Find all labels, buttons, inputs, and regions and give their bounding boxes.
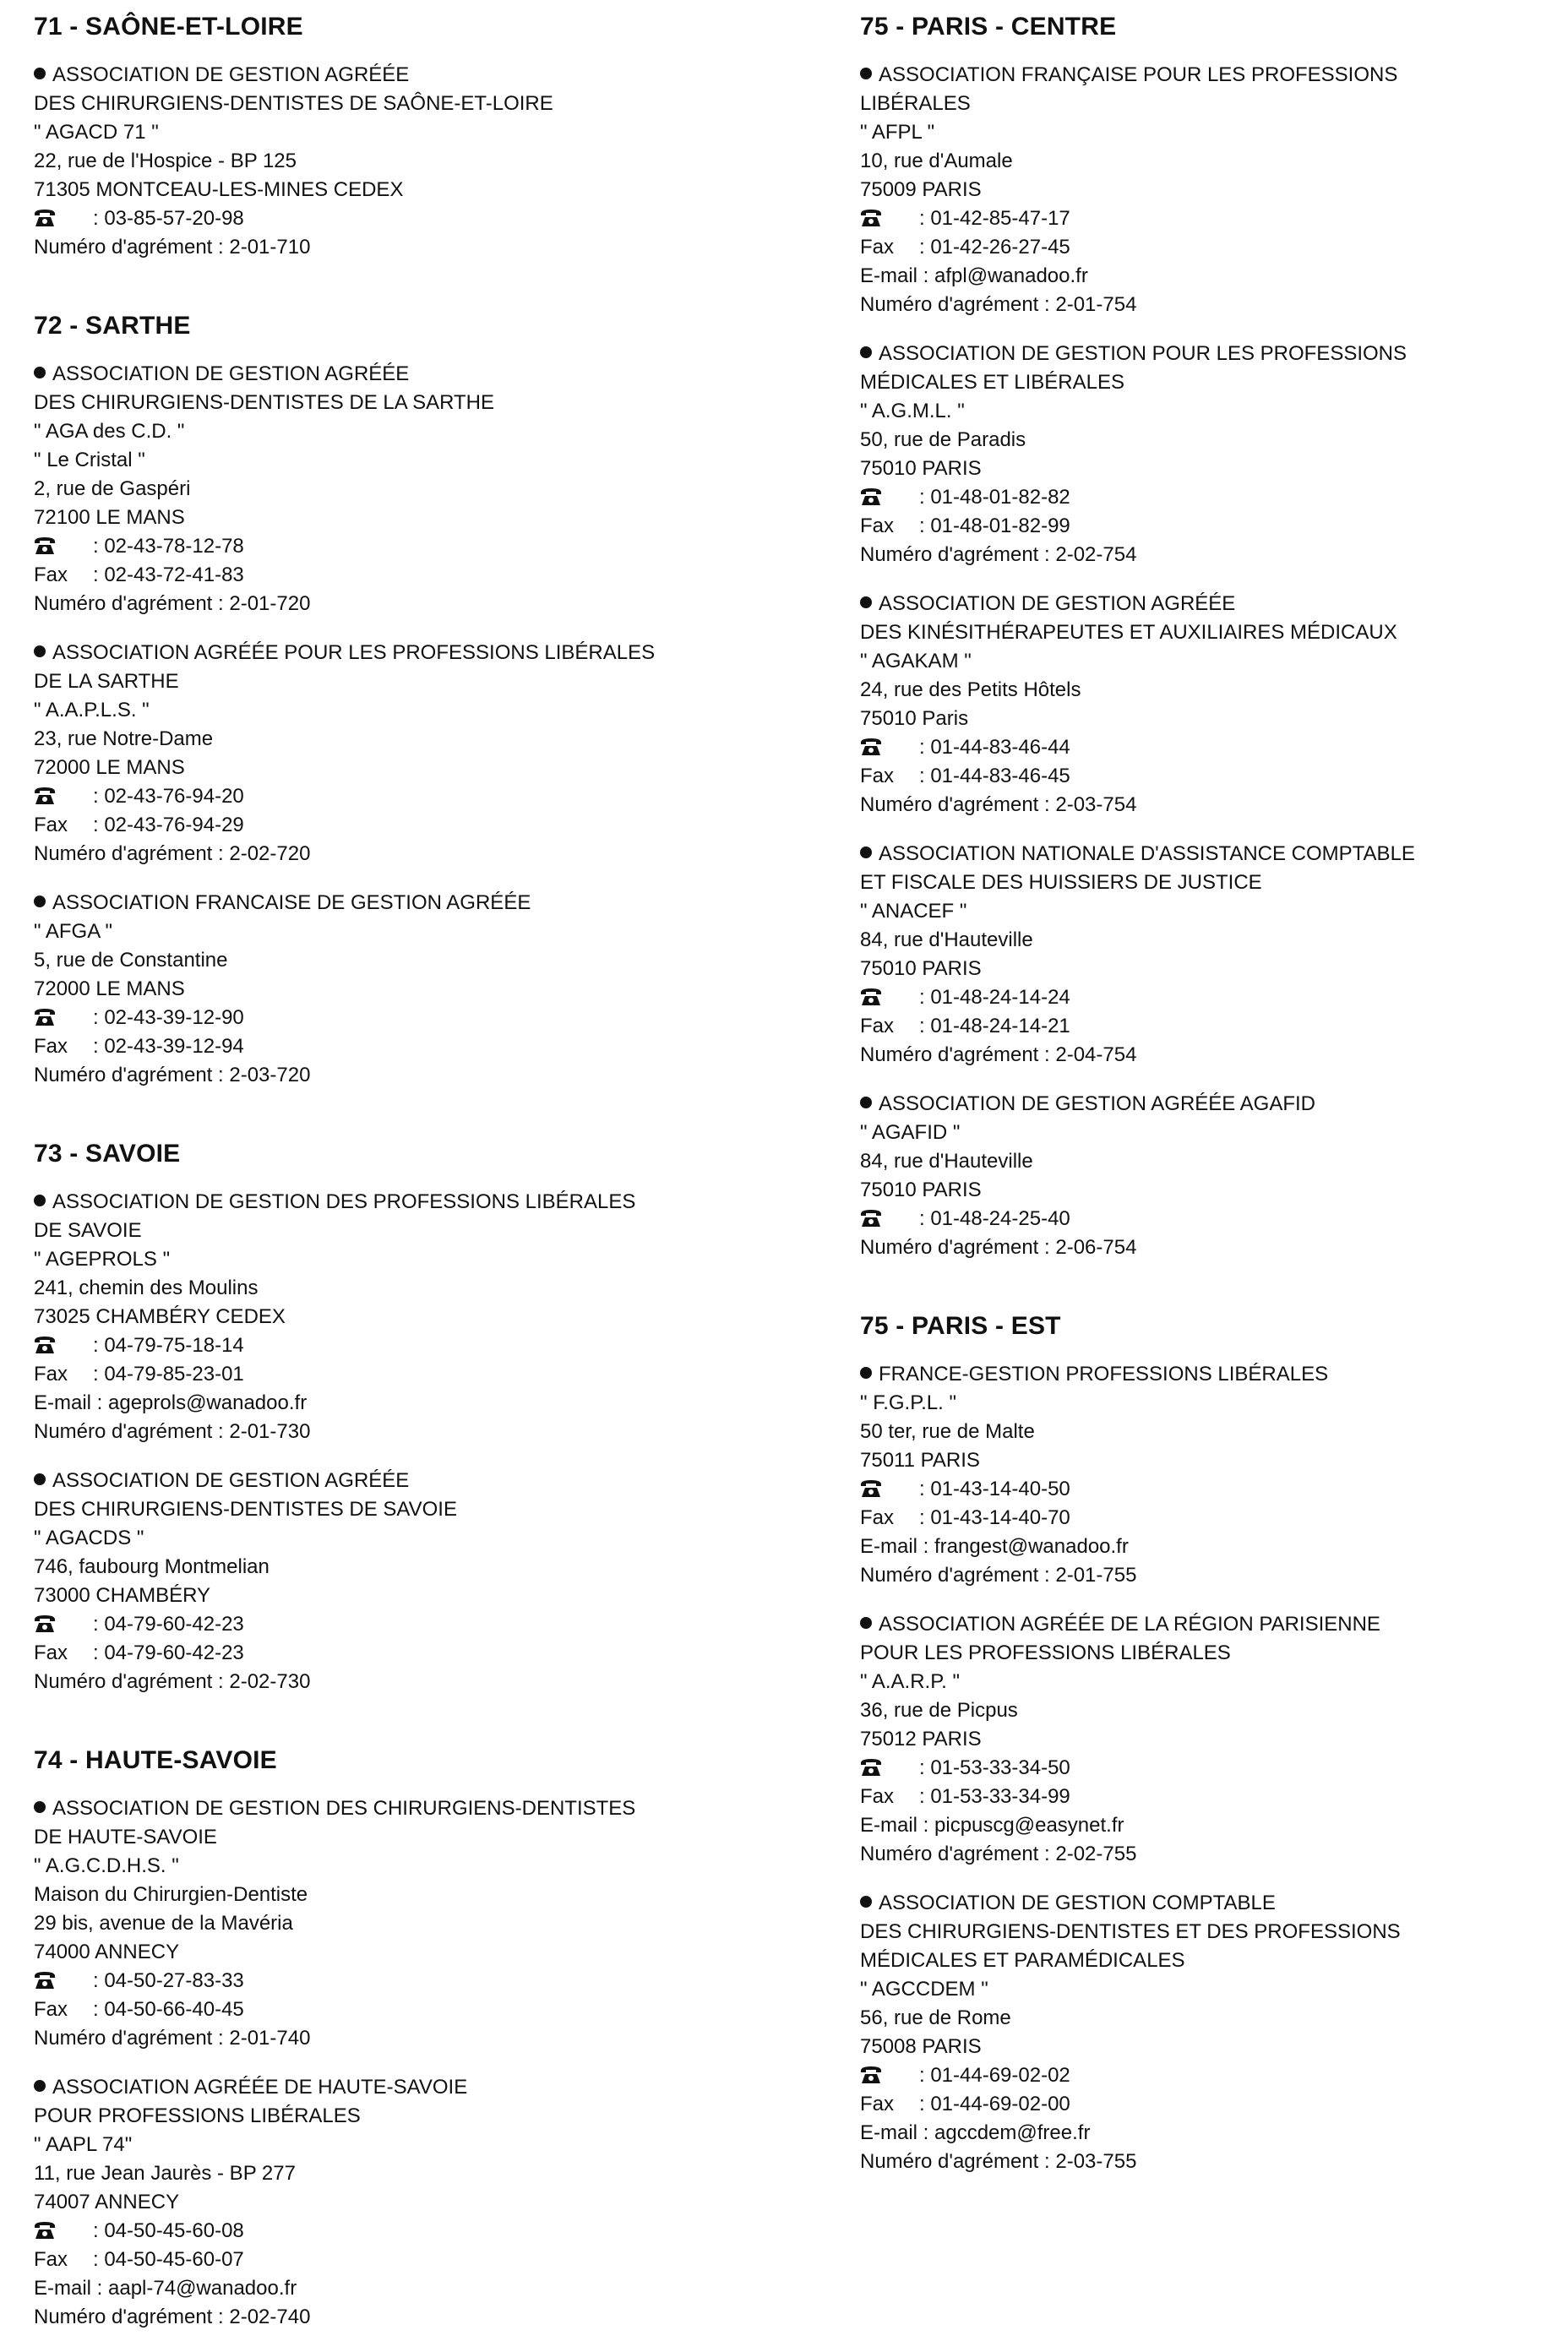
fax-label: Fax bbox=[34, 1998, 68, 2021]
association-name-text: DES CHIRURGIENS-DENTISTES DE LA SARTHE bbox=[34, 391, 494, 414]
bullet-icon bbox=[860, 1896, 872, 1908]
address-line: 746, faubourg Montmelian bbox=[34, 1555, 270, 1578]
address-line: 73000 CHAMBÉRY bbox=[34, 1584, 210, 1607]
phone-number: : 01-44-83-46-44 bbox=[919, 736, 1070, 759]
agrement-number: Numéro d'agrément : 2-01-755 bbox=[860, 1564, 1137, 1587]
fax-label: Fax bbox=[34, 1363, 68, 1386]
association-name-line bbox=[34, 2102, 794, 2131]
address-line: 71305 MONTCEAU-LES-MINES CEDEX bbox=[34, 178, 404, 201]
fax-row bbox=[860, 1783, 1561, 1811]
phone-row bbox=[860, 1754, 1561, 1783]
fax-label: Fax bbox=[860, 1506, 895, 1529]
phone-number: : 02-43-78-12-78 bbox=[93, 535, 244, 558]
agrement-number: Numéro d'agrément : 2-04-754 bbox=[860, 1043, 1137, 1066]
bullet-icon bbox=[860, 1617, 872, 1629]
fax-label: Fax bbox=[34, 1642, 68, 1664]
section-heading: 71 - SAÔNE-ET-LOIRE bbox=[34, 13, 303, 41]
bullet-icon bbox=[34, 1195, 46, 1206]
address-line: 22, rue de l'Hospice - BP 125 bbox=[34, 150, 297, 172]
address-line: Maison du Chirurgien-Dentiste bbox=[34, 1883, 308, 1906]
association-name-text: ASSOCIATION DE GESTION POUR LES PROFESSIONS bbox=[879, 342, 1407, 365]
address-line: " Le Cristal " bbox=[34, 449, 145, 471]
association-entry bbox=[860, 1889, 1561, 2176]
association-name-line bbox=[34, 1794, 794, 1823]
phone-number: : 01-42-85-47-17 bbox=[919, 207, 1070, 230]
address-line: 56, rue de Rome bbox=[860, 2006, 1011, 2029]
association-name-text: ASSOCIATION DE GESTION AGRÉÉE bbox=[52, 362, 410, 385]
fax-row bbox=[860, 512, 1561, 541]
phone-number: : 01-48-24-14-24 bbox=[919, 986, 1070, 1009]
phone-row bbox=[860, 1205, 1561, 1233]
acronym: " AGAKAM " bbox=[860, 650, 972, 672]
left-column bbox=[34, 12, 794, 2352]
association-name-text: ASSOCIATION DE GESTION AGRÉÉE AGAFID bbox=[879, 1092, 1315, 1115]
fax-number: : 01-44-69-02-00 bbox=[919, 2093, 1070, 2115]
phone-number: : 02-43-39-12-90 bbox=[93, 1006, 244, 1029]
fax-label: Fax bbox=[34, 2248, 68, 2271]
association-name-line bbox=[34, 667, 794, 696]
association-name-text: ASSOCIATION DE GESTION DES CHIRURGIENS-DENTISTES bbox=[52, 1797, 636, 1820]
acronym: " AGACD 71 " bbox=[34, 121, 159, 144]
address-line: 11, rue Jean Jaurès - BP 277 bbox=[34, 2162, 296, 2185]
acronym: " A.A.R.P. " bbox=[860, 1670, 960, 1693]
bullet-icon bbox=[34, 68, 46, 79]
section-heading: 72 - SARTHE bbox=[34, 312, 191, 340]
bullet-icon bbox=[34, 896, 46, 907]
fax-label: Fax bbox=[860, 1015, 895, 1037]
association-name-text: ASSOCIATION AGRÉÉE POUR LES PROFESSIONS LIBÉRALES bbox=[52, 641, 656, 664]
telephone-icon bbox=[860, 1758, 882, 1777]
fax-row bbox=[860, 2090, 1561, 2119]
fax-row bbox=[34, 811, 794, 840]
agrement-number: Numéro d'agrément : 2-01-754 bbox=[860, 293, 1137, 316]
bullet-icon bbox=[860, 68, 872, 79]
association-name-text: POUR PROFESSIONS LIBÉRALES bbox=[34, 2104, 361, 2127]
association-name-text: ASSOCIATION AGRÉÉE DE HAUTE-SAVOIE bbox=[52, 2076, 468, 2099]
phone-row bbox=[34, 532, 794, 561]
address-line: 75010 PARIS bbox=[860, 457, 982, 480]
acronym: " AAPL 74" bbox=[34, 2133, 133, 2156]
phone-number: : 04-79-60-42-23 bbox=[93, 1613, 244, 1636]
association-name-text: ASSOCIATION DE GESTION AGRÉÉE bbox=[52, 63, 410, 86]
phone-row bbox=[860, 483, 1561, 512]
association-name-line bbox=[860, 590, 1561, 618]
agrement-number: Numéro d'agrément : 2-01-740 bbox=[34, 2027, 311, 2050]
fax-row bbox=[860, 1504, 1561, 1533]
fax-label: Fax bbox=[860, 514, 895, 537]
association-entry bbox=[860, 61, 1561, 319]
acronym: " AGACDS " bbox=[34, 1527, 144, 1549]
address-line: 75010 Paris bbox=[860, 707, 969, 730]
agrement-number: Numéro d'agrément : 2-06-754 bbox=[860, 1236, 1137, 1259]
phone-number: : 02-43-76-94-20 bbox=[93, 785, 244, 808]
association-name-line bbox=[860, 1610, 1561, 1639]
telephone-icon bbox=[34, 787, 56, 805]
association-name-line bbox=[34, 1495, 794, 1524]
acronym: " AFGA " bbox=[34, 920, 113, 943]
association-entry bbox=[34, 360, 794, 618]
agrement-number: Numéro d'agrément : 2-01-720 bbox=[34, 592, 311, 615]
fax-number: : 01-48-01-82-99 bbox=[919, 514, 1070, 537]
association-entry bbox=[34, 2073, 794, 2332]
fax-label: Fax bbox=[34, 564, 68, 586]
agrement-number: Numéro d'agrément : 2-02-740 bbox=[34, 2306, 311, 2328]
section-heading: 75 - PARIS - EST bbox=[860, 1312, 1061, 1340]
association-name-line bbox=[34, 1188, 794, 1217]
section-heading: 75 - PARIS - CENTRE bbox=[860, 13, 1117, 41]
email-line: E-mail : afpl@wanadoo.fr bbox=[860, 264, 1088, 287]
bullet-icon bbox=[34, 367, 46, 378]
association-entry bbox=[34, 1188, 794, 1446]
association-name-text: ASSOCIATION FRANÇAISE POUR LES PROFESSIONS bbox=[879, 63, 1398, 86]
association-entry bbox=[860, 1360, 1561, 1590]
telephone-icon bbox=[860, 1479, 882, 1498]
bullet-icon bbox=[34, 645, 46, 657]
telephone-icon bbox=[34, 1971, 56, 1990]
telephone-icon bbox=[860, 738, 882, 756]
fax-label: Fax bbox=[860, 2093, 895, 2115]
phone-row bbox=[34, 1610, 794, 1639]
association-name-line bbox=[860, 1946, 1561, 1975]
association-name-text: ASSOCIATION DE GESTION AGRÉÉE bbox=[879, 592, 1236, 615]
address-line: 72100 LE MANS bbox=[34, 506, 185, 529]
fax-number: : 01-42-26-27-45 bbox=[919, 236, 1070, 259]
association-entry bbox=[860, 1090, 1561, 1262]
association-name-line bbox=[860, 868, 1561, 897]
association-name-text: MÉDICALES ET PARAMÉDICALES bbox=[860, 1949, 1185, 1972]
fax-number: : 01-48-24-14-21 bbox=[919, 1015, 1070, 1037]
association-name-line bbox=[34, 1467, 794, 1495]
association-name-text: ASSOCIATION DE GESTION COMPTABLE bbox=[879, 1892, 1276, 1914]
association-name-text: ASSOCIATION DE GESTION DES PROFESSIONS LIBÉRALES bbox=[52, 1190, 636, 1213]
association-name-line bbox=[34, 1823, 794, 1852]
bullet-icon bbox=[34, 1473, 46, 1485]
email-line: E-mail : aapl-74@wanadoo.fr bbox=[34, 2277, 297, 2300]
association-name-line bbox=[34, 360, 794, 389]
acronym: " F.G.P.L. " bbox=[860, 1391, 956, 1414]
fax-number: : 02-43-39-12-94 bbox=[93, 1035, 244, 1058]
telephone-icon bbox=[860, 487, 882, 506]
fax-row bbox=[860, 762, 1561, 791]
fax-number: : 04-79-85-23-01 bbox=[93, 1363, 244, 1386]
acronym: " A.A.P.L.S. " bbox=[34, 699, 150, 721]
agrement-number: Numéro d'agrément : 2-01-710 bbox=[34, 236, 311, 259]
address-line: 5, rue de Constantine bbox=[34, 949, 228, 972]
fax-number: : 04-50-66-40-45 bbox=[93, 1998, 244, 2021]
association-name-line bbox=[860, 340, 1561, 368]
phone-row bbox=[860, 1475, 1561, 1504]
fax-label: Fax bbox=[860, 765, 895, 787]
association-name-line bbox=[860, 1360, 1561, 1389]
address-line: 36, rue de Picpus bbox=[860, 1699, 1018, 1722]
telephone-icon bbox=[34, 1008, 56, 1026]
association-name-text: POUR LES PROFESSIONS LIBÉRALES bbox=[860, 1642, 1231, 1664]
phone-row bbox=[860, 204, 1561, 233]
fax-number: : 02-43-72-41-83 bbox=[93, 564, 244, 586]
phone-row bbox=[34, 782, 794, 811]
agrement-number: Numéro d'agrément : 2-01-730 bbox=[34, 1420, 311, 1443]
section-heading: 74 - HAUTE-SAVOIE bbox=[34, 1746, 277, 1774]
address-line: 72000 LE MANS bbox=[34, 756, 185, 779]
association-name-text: FRANCE-GESTION PROFESSIONS LIBÉRALES bbox=[879, 1363, 1329, 1386]
association-entry bbox=[34, 61, 794, 262]
acronym: " AGCCDEM " bbox=[860, 1978, 988, 2001]
association-name-line bbox=[860, 840, 1561, 868]
association-name-line bbox=[34, 90, 794, 118]
phone-row bbox=[860, 733, 1561, 762]
right-column bbox=[860, 12, 1561, 2197]
agrement-number: Numéro d'agrément : 2-03-720 bbox=[34, 1064, 311, 1086]
association-entry bbox=[34, 1794, 794, 2053]
address-line: 75010 PARIS bbox=[860, 957, 982, 980]
phone-number: : 01-48-01-82-82 bbox=[919, 486, 1070, 509]
address-line: 75008 PARIS bbox=[860, 2035, 982, 2058]
fax-number: : 04-79-60-42-23 bbox=[93, 1642, 244, 1664]
association-name-text: DE SAVOIE bbox=[34, 1219, 142, 1242]
fax-row bbox=[34, 1360, 794, 1389]
association-name-text: ASSOCIATION FRANCAISE DE GESTION AGRÉÉE bbox=[52, 891, 531, 914]
agrement-number: Numéro d'agrément : 2-02-755 bbox=[860, 1843, 1137, 1865]
acronym: " AFPL " bbox=[860, 121, 935, 144]
association-name-line bbox=[860, 1918, 1561, 1946]
association-name-text: DES CHIRURGIENS-DENTISTES ET DES PROFESSIONS bbox=[860, 1920, 1401, 1943]
address-line: 75012 PARIS bbox=[860, 1728, 982, 1750]
phone-row bbox=[860, 983, 1561, 1012]
association-entry bbox=[860, 340, 1561, 569]
association-entry bbox=[34, 639, 794, 868]
fax-label: Fax bbox=[860, 1785, 895, 1808]
telephone-icon bbox=[860, 1209, 882, 1228]
bullet-icon bbox=[860, 596, 872, 608]
acronym: " AGEPROLS " bbox=[34, 1248, 171, 1271]
association-name-text: ASSOCIATION AGRÉÉE DE LA RÉGION PARISIENNE bbox=[879, 1613, 1380, 1636]
email-line: E-mail : frangest@wanadoo.fr bbox=[860, 1535, 1129, 1558]
email-line: E-mail : agccdem@free.fr bbox=[860, 2121, 1091, 2144]
fax-row bbox=[860, 233, 1561, 262]
agrement-number: Numéro d'agrément : 2-02-720 bbox=[34, 842, 311, 865]
bullet-icon bbox=[860, 847, 872, 858]
association-name-line bbox=[34, 639, 794, 667]
bullet-icon bbox=[860, 1097, 872, 1108]
association-name-text: MÉDICALES ET LIBÉRALES bbox=[860, 371, 1125, 394]
phone-number: : 03-85-57-20-98 bbox=[93, 207, 244, 230]
address-line: 10, rue d'Aumale bbox=[860, 150, 1013, 172]
address-line: 84, rue d'Hauteville bbox=[860, 1150, 1033, 1173]
agrement-number: Numéro d'agrément : 2-03-754 bbox=[860, 793, 1137, 816]
address-line: 50 ter, rue de Malte bbox=[860, 1420, 1035, 1443]
association-entry bbox=[860, 590, 1561, 819]
fax-number: : 04-50-45-60-07 bbox=[93, 2248, 244, 2271]
phone-row bbox=[34, 1004, 794, 1032]
association-name-text: DES KINÉSITHÉRAPEUTES ET AUXILIAIRES MÉDICAUX bbox=[860, 621, 1397, 644]
phone-row bbox=[860, 2061, 1561, 2090]
phone-number: : 01-48-24-25-40 bbox=[919, 1207, 1070, 1230]
fax-row bbox=[34, 1639, 794, 1668]
association-name-line bbox=[34, 889, 794, 917]
address-line: 75009 PARIS bbox=[860, 178, 982, 201]
agrement-number: Numéro d'agrément : 2-02-754 bbox=[860, 543, 1137, 566]
bullet-icon bbox=[34, 1801, 46, 1813]
association-name-line bbox=[34, 389, 794, 417]
address-line: 50, rue de Paradis bbox=[860, 428, 1026, 451]
fax-row bbox=[34, 561, 794, 590]
association-name-line bbox=[860, 1639, 1561, 1668]
association-name-line bbox=[860, 618, 1561, 647]
association-name-text: DE LA SARTHE bbox=[34, 670, 179, 693]
section-heading: 73 - SAVOIE bbox=[34, 1140, 181, 1168]
agrement-number: Numéro d'agrément : 2-02-730 bbox=[34, 1670, 311, 1693]
association-name-line bbox=[860, 61, 1561, 90]
address-line: 74000 ANNECY bbox=[34, 1941, 180, 1963]
telephone-icon bbox=[34, 1614, 56, 1633]
association-name-line bbox=[860, 1090, 1561, 1119]
association-name-text: ET FISCALE DES HUISSIERS DE JUSTICE bbox=[860, 871, 1262, 894]
address-line: 73025 CHAMBÉRY CEDEX bbox=[34, 1305, 286, 1328]
address-line: 24, rue des Petits Hôtels bbox=[860, 678, 1081, 701]
association-name-line bbox=[34, 2073, 794, 2102]
association-name-line bbox=[860, 90, 1561, 118]
telephone-icon bbox=[34, 536, 56, 555]
acronym: " A.G.M.L. " bbox=[860, 400, 965, 422]
telephone-icon bbox=[34, 1336, 56, 1354]
acronym: " AGA des C.D. " bbox=[34, 420, 185, 443]
phone-number: : 01-44-69-02-02 bbox=[919, 2064, 1070, 2087]
bullet-icon bbox=[860, 1367, 872, 1379]
fax-row bbox=[34, 1995, 794, 2024]
agrement-number: Numéro d'agrément : 2-03-755 bbox=[860, 2150, 1137, 2173]
association-name-line bbox=[860, 1889, 1561, 1918]
fax-label: Fax bbox=[860, 236, 895, 259]
association-name-line bbox=[34, 1217, 794, 1245]
association-name-text: DES CHIRURGIENS-DENTISTES DE SAÔNE-ET-LOIRE bbox=[34, 92, 553, 115]
acronym: " ANACEF " bbox=[860, 900, 967, 923]
phone-row bbox=[34, 204, 794, 233]
association-name-text: ASSOCIATION NATIONALE D'ASSISTANCE COMPTABLE bbox=[879, 842, 1415, 865]
address-line: 75011 PARIS bbox=[860, 1449, 980, 1472]
phone-number: : 01-43-14-40-50 bbox=[919, 1478, 1070, 1500]
address-line: 74007 ANNECY bbox=[34, 2191, 180, 2213]
telephone-icon bbox=[860, 988, 882, 1006]
association-name-text: DES CHIRURGIENS-DENTISTES DE SAVOIE bbox=[34, 1498, 457, 1521]
telephone-icon bbox=[34, 209, 56, 227]
address-line: 241, chemin des Moulins bbox=[34, 1277, 259, 1299]
bullet-icon bbox=[34, 2080, 46, 2092]
association-name-text: LIBÉRALES bbox=[860, 92, 971, 115]
address-line: 72000 LE MANS bbox=[34, 977, 185, 1000]
phone-number: : 04-50-45-60-08 bbox=[93, 2219, 244, 2242]
association-entry bbox=[34, 1467, 794, 1696]
address-line: 2, rue de Gaspéri bbox=[34, 477, 191, 500]
phone-row bbox=[34, 1967, 794, 1995]
email-line: E-mail : ageprols@wanadoo.fr bbox=[34, 1391, 308, 1414]
address-line: 75010 PARIS bbox=[860, 1179, 982, 1201]
address-line: 23, rue Notre-Dame bbox=[34, 727, 214, 750]
fax-row bbox=[34, 1032, 794, 1061]
bullet-icon bbox=[860, 346, 872, 358]
acronym: " AGAFID " bbox=[860, 1121, 961, 1144]
association-name-line bbox=[34, 61, 794, 90]
telephone-icon bbox=[860, 2066, 882, 2084]
acronym: " A.G.C.D.H.S. " bbox=[34, 1854, 179, 1877]
fax-number: : 02-43-76-94-29 bbox=[93, 814, 244, 836]
fax-number: : 01-53-33-34-99 bbox=[919, 1785, 1070, 1808]
fax-label: Fax bbox=[34, 814, 68, 836]
association-name-line bbox=[860, 368, 1561, 397]
phone-number: : 04-50-27-83-33 bbox=[93, 1969, 244, 1992]
fax-row bbox=[860, 1012, 1561, 1041]
email-line: E-mail : picpuscg@easynet.fr bbox=[860, 1814, 1124, 1837]
phone-number: : 04-79-75-18-14 bbox=[93, 1334, 244, 1357]
fax-number: : 01-43-14-40-70 bbox=[919, 1506, 1070, 1529]
phone-row bbox=[34, 2217, 794, 2246]
association-name-text: ASSOCIATION DE GESTION AGRÉÉE bbox=[52, 1469, 410, 1492]
association-entry bbox=[34, 889, 794, 1090]
fax-label: Fax bbox=[34, 1035, 68, 1058]
fax-row bbox=[34, 2246, 794, 2274]
association-name-text: DE HAUTE-SAVOIE bbox=[34, 1826, 217, 1848]
telephone-icon bbox=[860, 209, 882, 227]
association-entry bbox=[860, 1610, 1561, 1869]
association-entry bbox=[860, 840, 1561, 1070]
address-line: 29 bis, avenue de la Mavéria bbox=[34, 1912, 293, 1935]
telephone-icon bbox=[34, 2221, 56, 2240]
address-line: 84, rue d'Hauteville bbox=[860, 928, 1033, 951]
phone-number: : 01-53-33-34-50 bbox=[919, 1756, 1070, 1779]
fax-number: : 01-44-83-46-45 bbox=[919, 765, 1070, 787]
phone-row bbox=[34, 1331, 794, 1360]
